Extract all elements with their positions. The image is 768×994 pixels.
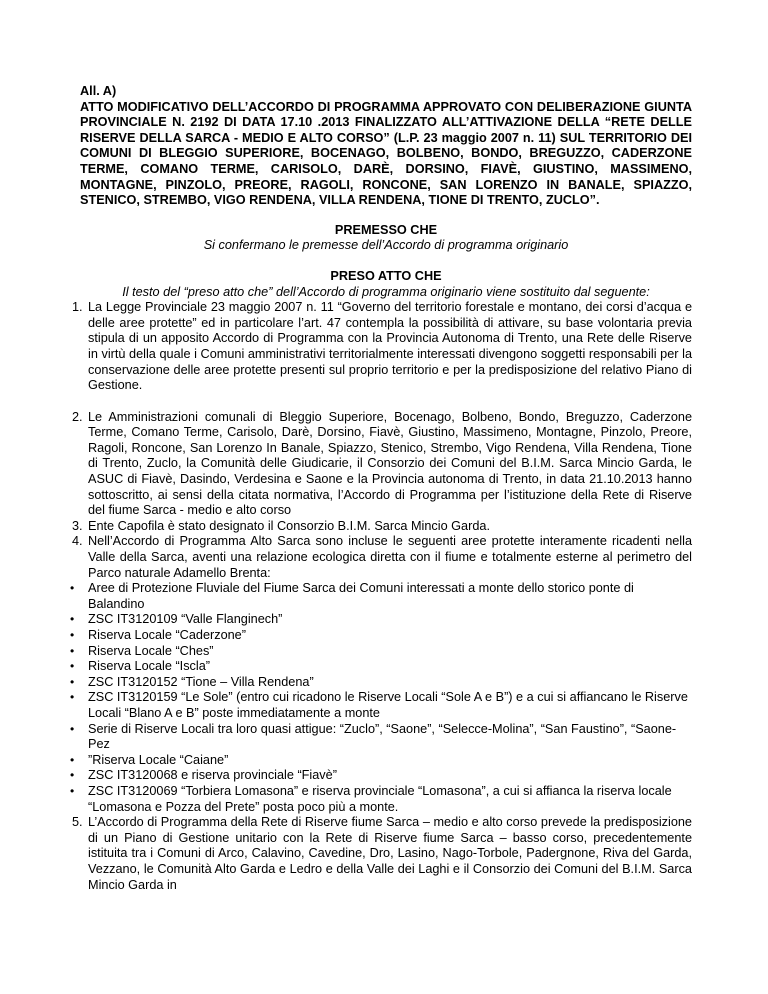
list-item — [72, 409, 692, 519]
bullet-icon: • — [70, 783, 75, 798]
bullet-item: • Riserva Locale “Ches” — [70, 643, 214, 658]
bullet-item: • Riserva Locale “Iscla” — [70, 659, 210, 674]
item-text: Le Amministrazioni comunali di Bleggio Superiore, Bocenago, Bolbeno, Bondo, Breguzzo, Caderzone Terme, Comano Terme, Carisolo, Darè, Dorsino, Fiavè, Giustino, Massimeno, Montagne, Pinzolo, Preore, Ragoli, Roncone, San Lorenzo In Banale, Spiazzo, Stenico, Strembo, Vigo Rendena, Villa Rendena, Tione di Trento, Zuclo, la Comunità delle Giudicarie, il Consorzio dei Comuni del B.I.M. Sarca Mincio Garda, le ASUC di Fiavè, Dasindo, Verdesina e Saone e la Provincia autonoma di Trento, in data 21.10.2013 hanno sottoscritto, ai sensi della citata normativa, l’Accordo di Programma per l’istituzione della Rete di Riserve del fiume Sarca - medio e alto corso — [88, 409, 692, 518]
bullet-item: • Aree di Protezione Fluviale del Fiume Sarca dei Comuni interessati a monte dello storico ponte di Balandino — [70, 581, 634, 611]
item-number: 3. — [72, 518, 83, 533]
bullet-item: • Serie di Riserve Locali tra loro quasi attigue: “Zuclo”, “Saone”, “Selecce-Molina”, “San Faustino”, “Saone-Pez — [70, 721, 677, 752]
bullet-icon: • — [70, 643, 75, 658]
bullet-item: • ZSC IT3120109 “Valle Flanginech” — [70, 612, 283, 627]
bullet-icon: • — [70, 628, 75, 642]
bullet-icon: • — [70, 674, 75, 689]
item-number: 2. — [72, 409, 83, 424]
item-text: La Legge Provinciale 23 maggio 2007 n. 11 “Governo del territorio forestale e montano, dei corsi d’acqua e delle aree protette” ed in particolare l’art. 47 contempla la possibilità di attivare, su base volontaria previa stipula di un apposito Accordo di Programma con la Provincia Autonoma di Trento, una Rete delle Riserve in virtù della quale i Comuni amministrativi territorialmente interessati divengono soggetti responsabili per la conservazione delle aree protette presenti sul proprio territorio e per la predisposizione del relativo Piano di Gestione. — [88, 300, 692, 393]
numbered-list — [70, 300, 692, 893]
item-text: Nell’Accordo di Programma Alto Sarca sono incluse le seguenti aree protette interamente ricadenti nella Valle della Sarca, aventi una relazione ecologica diretta con il fiume e totalmente esterne al perimetro del Parco naturale Adamello Brenta: — [88, 534, 692, 580]
preso-text: Il testo del “preso atto che” dell’Accordo di programma originario viene sostituito dal seguente: — [122, 284, 650, 299]
item-text: Ente Capofila è stato designato il Consorzio B.I.M. Sarca Mincio Garda. — [88, 518, 490, 533]
document-page — [70, 84, 692, 893]
bullet-item: • ZSC IT3120068 e riserva provinciale “Fiavè” — [70, 768, 337, 783]
bullet-icon: • — [70, 752, 75, 767]
bullet-item: • ZSC IT3120152 “Tione – Villa Rendena” — [70, 674, 314, 689]
list-item — [72, 534, 692, 581]
bullet-item: • ”Riserva Locale “Caiane” — [70, 752, 229, 767]
bullet-item: • Riserva Locale “Caderzone” — [70, 628, 246, 642]
item-number: 5. — [72, 815, 83, 830]
allegato-label: All. A) — [80, 84, 117, 98]
bullet-icon: • — [70, 612, 75, 627]
bullet-icon: • — [70, 768, 75, 783]
bullet-item: • ZSC IT3120159 “Le Sole” (entro cui ricadono le Riserve Locali “Sole A e B”) e a cui si affiancano le Riserve Locali “Blano A e B” poste immediatamente a monte — [70, 690, 688, 720]
bullet-item: • ZSC IT3120069 “Torbiera Lomasona” e riserva provinciale “Lomasona”, a cui si affianca la riserva locale “Lomasona e Pozza del Prete” posta poco più a monte. — [70, 783, 672, 814]
bullet-icon: • — [70, 659, 75, 674]
bullet-icon: • — [70, 690, 75, 705]
preso-heading: PRESO ATTO CHE — [330, 268, 442, 283]
item-number: 4. — [72, 534, 83, 549]
list-item — [72, 815, 692, 893]
list-item — [72, 300, 692, 394]
bullet-icon: • — [70, 721, 75, 736]
bullet-list — [70, 581, 692, 815]
bullet-icon: • — [70, 581, 75, 596]
list-item — [72, 518, 692, 535]
premesso-text: Si confermano le premesse dell’Accordo di programma originario — [203, 238, 569, 253]
document-title: ATTO MODIFICATIVO DELL’ACCORDO DI PROGRAMMA APPROVATO CON DELIBERAZIONE GIUNTA PROVINCIALE N. 2192 DI DATA 17.10 .2013 FINALIZZATO ALL’ATTIVAZIONE DELLA “RETE DELLE RISERVE DELLA SARCA - MEDIO E ALTO CORSO” (L.P. 23 maggio 2007 n. 11) SUL TERRITORIO DEI COMUNI DI BLEGGIO SUPERIORE, BOCENAGO, BOLBENO, BONDO, BREGUZZO, CADERZONE TERME, COMANO TERME, CARISOLO, DARÈ, DORSINO, FIAVÈ, GIUSTINO, MASSIMENO, MONTAGNE, PINZOLO, PREORE, RAGOLI, RONCONE, SAN LORENZO IN BANALE, SPIAZZO, STENICO, STREMBO, VIGO RENDENA, VILLA RENDENA, TIONE DI TRENTO, ZUCLO”. — [80, 99, 692, 208]
premesso-heading: PREMESSO CHE — [334, 222, 438, 237]
item-number: 1. — [72, 300, 83, 315]
item-text: L’Accordo di Programma della Rete di Riserve fiume Sarca – medio e alto corso prevede la predisposizione di un Piano di Gestione unitario con la Rete di Riserve fiume Sarca – basso corso, precedentemente istituita tra i Comuni di Arco, Calavino, Cavedine, Dro, Lasino, Nago-Torbole, Padergnone, Riva del Garda, Vezzano, le Comunità Alto Garda e Ledro e della Valle dei Laghi e il Consorzio dei Comuni del B.I.M. Sarca Mincio Garda in — [88, 815, 692, 892]
